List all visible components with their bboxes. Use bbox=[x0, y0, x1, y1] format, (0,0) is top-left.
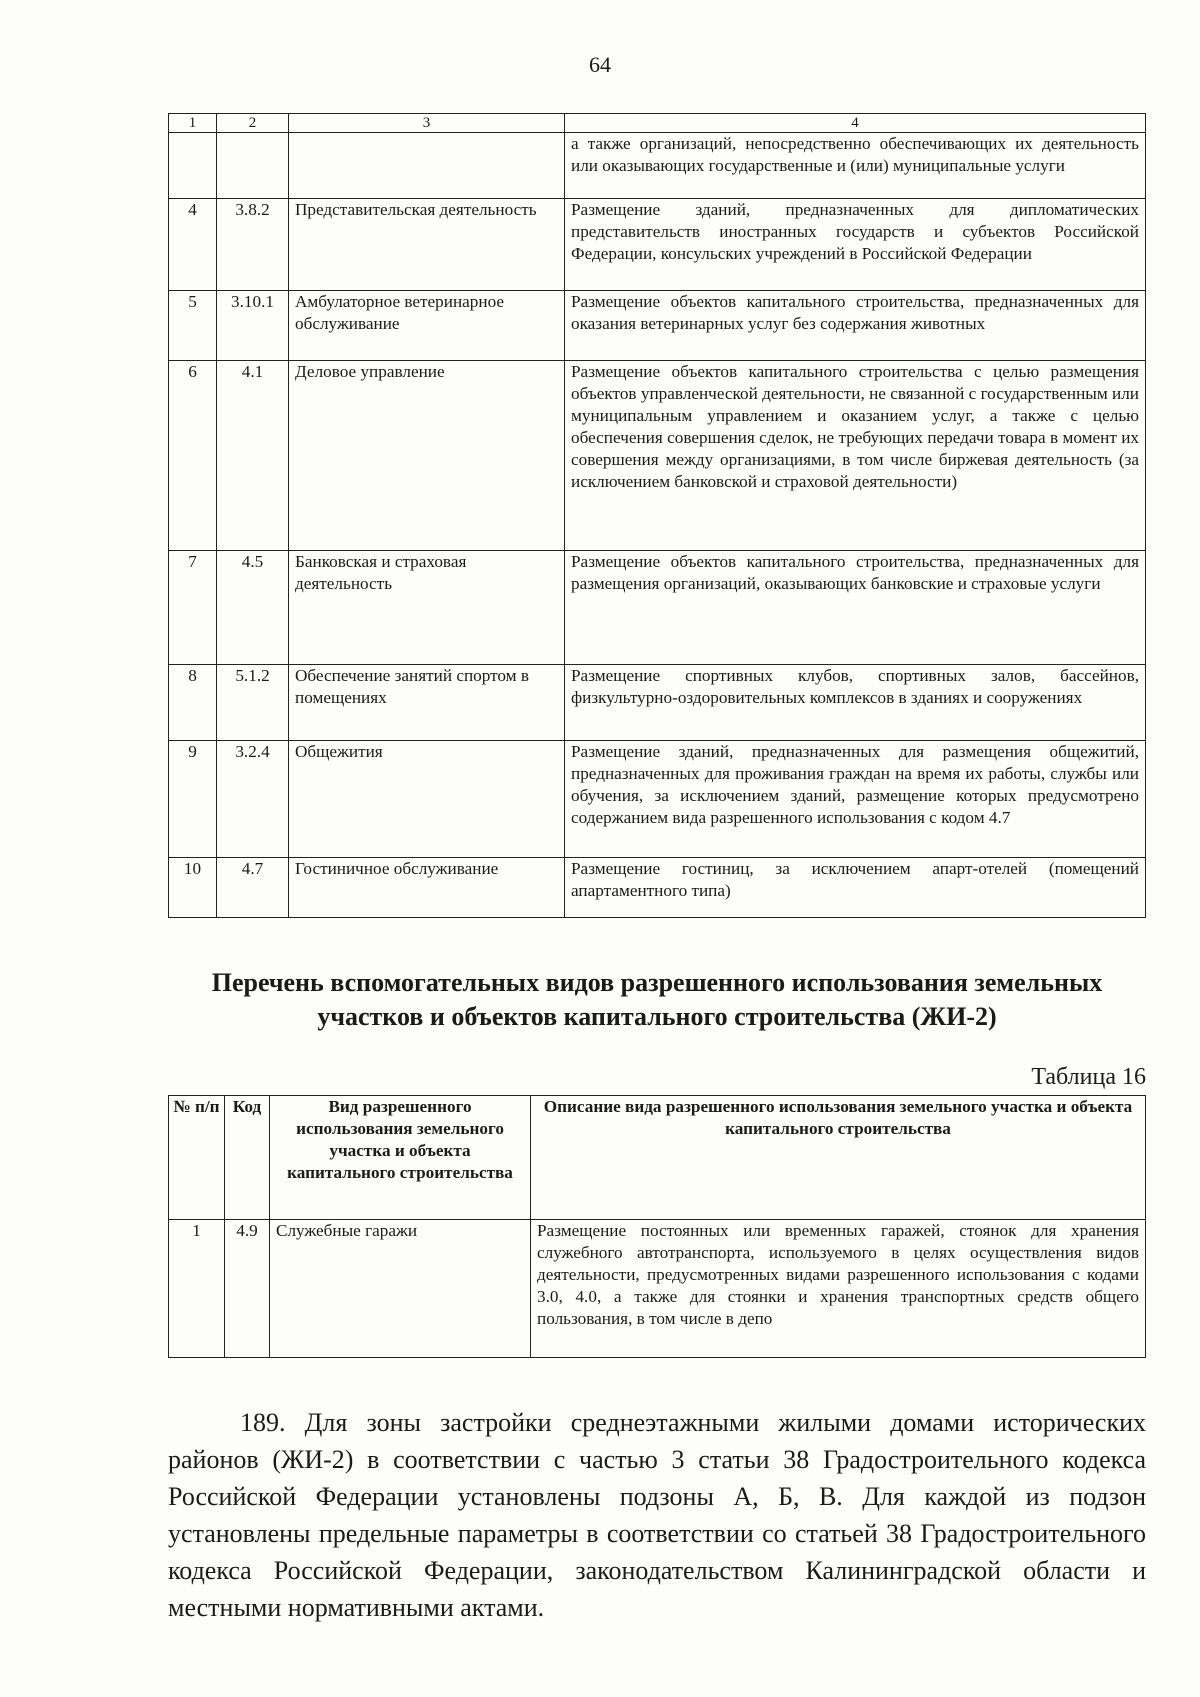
auxiliary-uses-table bbox=[168, 1095, 1146, 1358]
table-caption: Таблица 16 bbox=[1031, 1064, 1146, 1090]
row-use-type: Представительская деятельность bbox=[289, 199, 565, 291]
header-description: Описание вида разрешенного использования земельного участка и объекта капитального строительства bbox=[531, 1096, 1146, 1220]
table-row bbox=[169, 858, 1146, 918]
row-description: Размещение объектов капитального строительства с целью размещения объектов управленческой деятельности, не связанной с государственным или муниципальным управлением и оказанием услуг, а также с целью обеспечения совершения сделок, не требующих передачи товара в момент их совершения между организациями, в том числе биржевая деятельность (за исключением банковской и страховой деятельности) bbox=[565, 361, 1146, 551]
row-use-type: Обеспечение занятий спортом в помещениях bbox=[289, 665, 565, 741]
row-num: 7 bbox=[169, 551, 217, 665]
column-number-1: 1 bbox=[169, 114, 217, 133]
table-header-row bbox=[169, 114, 1146, 133]
row-description: Размещение гостиниц, за исключением апарт-отелей (помещений апартаментного типа) bbox=[565, 858, 1146, 918]
table-row bbox=[169, 551, 1146, 665]
row-use-type: Гостиничное обслуживание bbox=[289, 858, 565, 918]
row-num: 9 bbox=[169, 741, 217, 858]
row-use-type: Амбулаторное ветеринарное обслуживание bbox=[289, 291, 565, 361]
table-row bbox=[169, 665, 1146, 741]
row-description: Размещение постоянных или временных гаражей, стоянок для хранения служебного автотранспорта, используемого в целях осуществления видов деятельности, предусмотренных видами разрешенного использования с кодами 3.0, 4.0, а также для стоянки и хранения транспортных средств общего пользования, в том числе в депо bbox=[531, 1220, 1146, 1358]
row-num: 10 bbox=[169, 858, 217, 918]
row-num: 4 bbox=[169, 199, 217, 291]
row-code: 3.10.1 bbox=[217, 291, 289, 361]
row-num bbox=[169, 133, 217, 199]
header-code: Код bbox=[225, 1096, 270, 1220]
row-code: 3.8.2 bbox=[217, 199, 289, 291]
row-use-type: Служебные гаражи bbox=[270, 1220, 531, 1358]
row-num: 1 bbox=[169, 1220, 225, 1358]
row-num: 6 bbox=[169, 361, 217, 551]
row-use-type bbox=[289, 133, 565, 199]
row-use-type: Деловое управление bbox=[289, 361, 565, 551]
row-code bbox=[217, 133, 289, 199]
row-description: Размещение спортивных клубов, спортивных залов, бассейнов, физкультурно-оздоровительных комплексов в зданиях и сооружениях bbox=[565, 665, 1146, 741]
row-description: Размещение зданий, предназначенных для дипломатических представительств иностранных государств и субъектов Российской Федерации, консульских учреждений в Российской Федерации bbox=[565, 199, 1146, 291]
table-row bbox=[169, 1220, 1146, 1358]
column-number-2: 2 bbox=[217, 114, 289, 133]
row-code: 4.5 bbox=[217, 551, 289, 665]
table-row bbox=[169, 291, 1146, 361]
page-number: 64 bbox=[589, 52, 611, 77]
land-use-table-continued bbox=[168, 113, 1146, 918]
row-description: Размещение объектов капитального строительства, предназначенных для оказания ветеринарных услуг без содержания животных bbox=[565, 291, 1146, 361]
row-use-type: Общежития bbox=[289, 741, 565, 858]
column-number-4: 4 bbox=[565, 114, 1146, 133]
row-code: 4.7 bbox=[217, 858, 289, 918]
column-number-3: 3 bbox=[289, 114, 565, 133]
row-description: Размещение зданий, предназначенных для размещения общежитий, предназначенных для проживания граждан на время их работы, службы или обучения, за исключением зданий, размещение которых предусмотрено содержанием вида разрешенного использования с кодом 4.7 bbox=[565, 741, 1146, 858]
row-num: 8 bbox=[169, 665, 217, 741]
header-num: № п/п bbox=[169, 1096, 225, 1220]
table-row bbox=[169, 361, 1146, 551]
table-row bbox=[169, 741, 1146, 858]
row-description: а также организаций, непосредственно обеспечивающих их деятельность или оказывающих государственные и (или) муниципальные услуги bbox=[565, 133, 1146, 199]
row-num: 5 bbox=[169, 291, 217, 361]
table-header-row bbox=[169, 1096, 1146, 1220]
table-row bbox=[169, 199, 1146, 291]
row-code: 4.9 bbox=[225, 1220, 270, 1358]
row-code: 5.1.2 bbox=[217, 665, 289, 741]
row-code: 4.1 bbox=[217, 361, 289, 551]
paragraph-189: 189. Для зоны застройки среднеэтажными жилыми домами исторических районов (ЖИ-2) в соответствии с частью 3 статьи 38 Градостроительного кодекса Российской Федерации установлены подзоны А, Б, В. Для каждой из подзон установлены предельные параметры в соответствии со статьей 38 Градостроительного кодекса Российской Федерации, законодательством Калининградской области и местными нормативными актами. bbox=[168, 1408, 1146, 1622]
row-description: Размещение объектов капитального строительства, предназначенных для размещения организаций, оказывающих банковские и страховые услуги bbox=[565, 551, 1146, 665]
table-row bbox=[169, 133, 1146, 199]
header-use-type: Вид разрешенного использования земельного участка и объекта капитального строительства bbox=[270, 1096, 531, 1220]
row-use-type: Банковская и страховая деятельность bbox=[289, 551, 565, 665]
section-heading: Перечень вспомогательных видов разрешенного использования земельных участков и объектов капитального строительства (ЖИ-2) bbox=[211, 968, 1103, 1031]
row-code: 3.2.4 bbox=[217, 741, 289, 858]
